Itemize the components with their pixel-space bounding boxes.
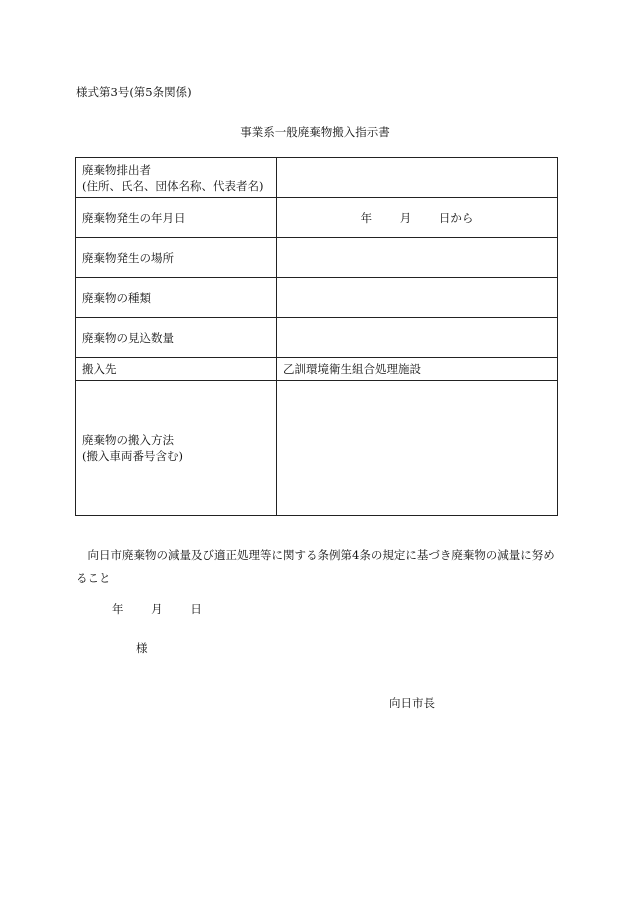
destination-value: 乙訓環境衛生組合処理施設	[277, 358, 558, 381]
table-row-destination	[76, 358, 558, 381]
table-row-discharger	[76, 158, 558, 198]
table-row-date	[76, 198, 558, 238]
type-value[interactable]	[277, 278, 558, 318]
form-table	[75, 157, 558, 516]
issue-month-label: 月	[151, 602, 163, 616]
issue-day-label: 日	[190, 602, 202, 616]
day-from-label: 日から	[438, 210, 474, 225]
quantity-value[interactable]	[277, 318, 558, 358]
document-title: 事業系一般廃棄物搬入指示書	[240, 125, 390, 139]
year-label: 年	[360, 210, 373, 225]
discharger-label: 廃棄物排出者 (住所、氏名、団体名称、代表者名)	[76, 158, 277, 198]
month-label: 月	[399, 210, 412, 225]
issue-date	[112, 601, 202, 617]
quantity-label: 廃棄物の見込数量	[76, 318, 277, 358]
recipient-suffix: 様	[136, 641, 148, 655]
destination-label: 搬入先	[76, 358, 277, 381]
date-value[interactable]	[277, 198, 558, 238]
discharger-value[interactable]	[277, 158, 558, 198]
form-number: 様式第3号(第5条関係)	[76, 85, 192, 99]
issue-year-label: 年	[112, 602, 124, 616]
date-label: 廃棄物発生の年月日	[76, 198, 277, 238]
table-row-quantity	[76, 318, 558, 358]
table-row-location	[76, 238, 558, 278]
location-value[interactable]	[277, 238, 558, 278]
method-label: 廃棄物の搬入方法 (搬入車両番号含む)	[76, 381, 277, 516]
method-value[interactable]	[277, 381, 558, 516]
issuer: 向日市長	[389, 696, 435, 710]
table-row-type	[76, 278, 558, 318]
location-label: 廃棄物発生の場所	[76, 238, 277, 278]
instruction-note: 向日市廃棄物の減量及び適正処理等に関する条例第4条の規定に基づき廃棄物の減量に努めること	[76, 548, 555, 585]
type-label: 廃棄物の種類	[76, 278, 277, 318]
table-row-method	[76, 381, 558, 516]
